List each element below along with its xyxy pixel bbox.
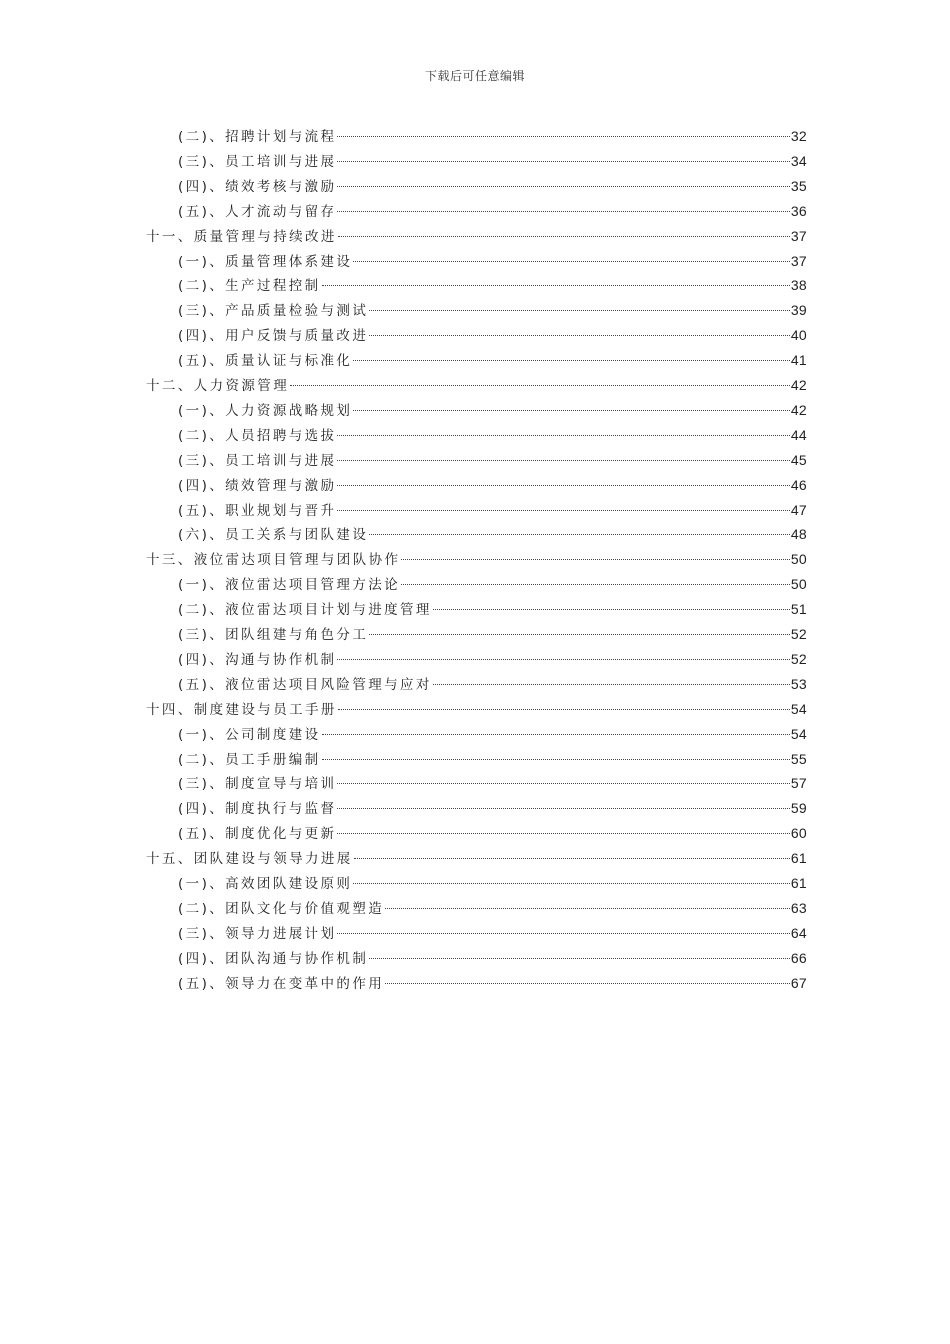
toc-page-number: 37 <box>790 227 807 244</box>
toc-page-number: 36 <box>790 202 807 219</box>
toc-page-number: 34 <box>790 152 807 169</box>
toc-entry-title: (一)、人力资源战略规划 <box>178 402 353 419</box>
toc-dot-leader <box>337 130 789 137</box>
toc-entry-title: (四)、团队沟通与协作机制 <box>178 950 369 967</box>
toc-entry-title: (五)、液位雷达项目风险管理与应对 <box>178 676 432 693</box>
toc-dot-leader <box>369 329 790 336</box>
toc-entry-title: (一)、液位雷达项目管理方法论 <box>178 577 401 594</box>
toc-page-number: 64 <box>790 924 807 941</box>
toc-section-entry[interactable] <box>0 771 950 796</box>
toc-entry-line <box>178 747 807 772</box>
toc-entry-title: 十二、人力资源管理 <box>146 378 290 394</box>
toc-entry-line <box>178 921 807 946</box>
toc-dot-leader <box>401 578 790 585</box>
toc-dot-leader <box>385 902 790 909</box>
toc-entry-line <box>146 846 807 871</box>
toc-dot-leader <box>353 354 789 361</box>
toc-page-number: 50 <box>790 551 807 568</box>
toc-entry-line <box>178 522 807 547</box>
toc-entry-title: (二)、生产过程控制 <box>178 278 321 295</box>
toc-entry-title: (六)、员工关系与团队建设 <box>178 527 369 544</box>
toc-entry-line <box>178 622 807 647</box>
toc-entry-title: (三)、制度宣导与培训 <box>178 776 337 793</box>
toc-entry-title: (四)、沟通与协作机制 <box>178 651 337 668</box>
toc-page-number: 52 <box>790 626 807 642</box>
toc-entry-title: (四)、绩效管理与激励 <box>178 477 337 494</box>
toc-section-entry[interactable] <box>0 647 950 672</box>
toc-entry-line <box>178 199 807 224</box>
toc-entry-title: (五)、制度优化与更新 <box>178 826 337 843</box>
toc-entry-line <box>178 473 807 498</box>
toc-entry-line <box>178 298 807 323</box>
toc-dot-leader <box>353 404 789 411</box>
toc-section-entry[interactable] <box>0 273 950 298</box>
toc-dot-leader <box>337 155 789 162</box>
toc-dot-leader <box>369 528 790 535</box>
toc-entry-title: 十五、团队建设与领导力进展 <box>146 851 353 868</box>
toc-entry-line <box>178 672 807 697</box>
toc-dot-leader <box>337 927 789 934</box>
toc-page-number: 61 <box>790 875 807 891</box>
toc-dot-leader <box>322 279 790 286</box>
toc-entry-title: 十四、制度建设与员工手册 <box>146 701 337 718</box>
toc-page-number: 63 <box>790 899 807 916</box>
toc-section-entry[interactable] <box>0 597 950 622</box>
toc-page-number: 42 <box>790 377 807 393</box>
toc-page-number: 61 <box>790 850 807 867</box>
toc-entry-title: (三)、领导力进展计划 <box>178 925 337 942</box>
toc-entry-line <box>146 697 807 722</box>
toc-entry-title: (二)、液位雷达项目计划与进度管理 <box>178 602 432 619</box>
toc-entry-title: (二)、招聘计划与流程 <box>178 129 337 145</box>
toc-dot-leader <box>322 753 790 760</box>
toc-page-number: 57 <box>790 775 807 792</box>
page-header-note: 下载后可任意编辑 <box>424 69 525 83</box>
toc-entry-line <box>178 498 807 523</box>
toc-page-number: 54 <box>790 700 807 717</box>
toc-entry-line <box>178 572 807 597</box>
toc-entry-line <box>178 348 807 373</box>
toc-entry-line <box>178 124 807 149</box>
toc-entry-line <box>146 373 807 398</box>
toc-entry-title: (三)、团队组建与角色分工 <box>178 627 369 643</box>
toc-section-entry[interactable] <box>0 473 950 498</box>
toc-dot-leader <box>401 553 789 560</box>
toc-entry-line <box>178 249 807 274</box>
toc-entry-line <box>178 423 807 448</box>
toc-dot-leader <box>433 603 790 610</box>
toc-entry-title: (二)、人员招聘与选拔 <box>178 427 337 444</box>
toc-section-entry[interactable] <box>0 896 950 921</box>
toc-dot-leader <box>353 877 789 884</box>
toc-dot-leader <box>290 379 790 386</box>
toc-section-entry[interactable] <box>0 323 950 348</box>
toc-section-entry[interactable] <box>0 871 950 896</box>
toc-section-entry[interactable] <box>0 921 950 946</box>
toc-page-number: 44 <box>790 426 807 443</box>
toc-page-number: 40 <box>790 327 807 344</box>
toc-page-number: 52 <box>790 650 807 667</box>
toc-dot-leader <box>337 504 789 511</box>
toc-chapter-entry[interactable] <box>0 846 950 871</box>
toc-dot-leader <box>337 479 789 486</box>
toc-entry-title: 十三、液位雷达项目管理与团队协作 <box>146 552 401 569</box>
toc-dot-leader <box>337 827 789 834</box>
toc-page-number: 51 <box>790 601 807 618</box>
toc-entry-line <box>178 871 807 896</box>
toc-entry-title: 十一、质量管理与持续改进 <box>146 228 337 245</box>
toc-page-number: 39 <box>790 302 807 319</box>
toc-page-number: 55 <box>790 750 807 767</box>
toc-entry-line <box>178 971 807 996</box>
toc-section-entry[interactable] <box>0 199 950 224</box>
toc-section-entry[interactable] <box>0 572 950 597</box>
toc-entry-line <box>178 796 807 821</box>
toc-entry-line <box>178 448 807 473</box>
toc-page-number: 59 <box>790 800 807 817</box>
toc-entry-title: (二)、团队文化与价值观塑造 <box>178 900 385 917</box>
toc-page-number: 54 <box>790 725 807 742</box>
toc-chapter-entry[interactable] <box>0 697 950 722</box>
toc-entry-line <box>178 597 807 622</box>
toc-section-entry[interactable] <box>0 249 950 274</box>
toc-page-number: 50 <box>790 576 807 593</box>
toc-dot-leader <box>337 429 789 436</box>
toc-entry-line <box>178 273 807 298</box>
toc-dot-leader <box>337 454 789 461</box>
toc-entry-title: (五)、职业规划与晋升 <box>178 502 337 519</box>
toc-section-entry[interactable] <box>0 722 950 747</box>
toc-entry-title: (五)、质量认证与标准化 <box>178 353 353 370</box>
toc-section-entry[interactable] <box>0 672 950 697</box>
toc-entry-line <box>178 647 807 672</box>
toc-entry-line <box>178 771 807 796</box>
toc-page-number: 60 <box>790 825 807 842</box>
toc-page-number: 45 <box>790 451 807 468</box>
toc-entry-title: (一)、质量管理体系建设 <box>178 253 353 270</box>
toc-page-number: 47 <box>790 501 807 518</box>
toc-dot-leader <box>369 628 790 635</box>
toc-entry-line <box>178 174 807 199</box>
toc-dot-leader <box>322 728 790 735</box>
toc-dot-leader <box>385 977 790 984</box>
toc-entry-line <box>178 896 807 921</box>
toc-page-number: 42 <box>790 401 807 418</box>
toc-entry-title: (四)、绩效考核与激励 <box>178 178 337 195</box>
toc-dot-leader <box>369 952 790 959</box>
toc-entry-line <box>146 547 807 572</box>
toc-section-entry[interactable] <box>0 149 950 174</box>
toc-dot-leader <box>338 230 790 237</box>
toc-dot-leader <box>337 777 789 784</box>
toc-page-number: 66 <box>790 949 807 966</box>
toc-dot-leader <box>337 180 789 187</box>
toc-page-number: 37 <box>790 252 807 269</box>
toc-section-entry[interactable] <box>0 747 950 772</box>
toc-entry-title: (一)、高效团队建设原则 <box>178 876 353 892</box>
toc-section-entry[interactable] <box>0 522 950 547</box>
toc-entry-line <box>178 946 807 971</box>
toc-section-entry[interactable] <box>0 124 950 149</box>
toc-section-entry[interactable] <box>0 498 950 523</box>
toc-chapter-entry[interactable] <box>0 224 950 249</box>
toc-section-entry[interactable] <box>0 423 950 448</box>
toc-section-entry[interactable] <box>0 174 950 199</box>
toc-dot-leader <box>337 802 789 809</box>
toc-entry-line <box>178 323 807 348</box>
toc-dot-leader <box>337 653 789 660</box>
toc-page-number: 46 <box>790 476 807 493</box>
toc-entry-line <box>178 149 807 174</box>
toc-section-entry[interactable] <box>0 348 950 373</box>
toc-dot-leader <box>338 703 790 710</box>
toc-entry-title: (四)、用户反馈与质量改进 <box>178 328 369 345</box>
toc-dot-leader <box>353 255 789 262</box>
toc-entry-line <box>146 224 807 249</box>
toc-page-number: 32 <box>790 128 807 144</box>
toc-dot-leader <box>433 678 790 685</box>
toc-entry-title: (三)、产品质量检验与测试 <box>178 303 369 320</box>
toc-dot-leader <box>369 304 790 311</box>
toc-section-entry[interactable] <box>0 398 950 423</box>
toc-entry-title: (五)、领导力在变革中的作用 <box>178 975 385 992</box>
toc-page-number: 48 <box>790 526 807 543</box>
toc-section-entry[interactable] <box>0 298 950 323</box>
toc-section-entry[interactable] <box>0 448 950 473</box>
toc-page-number: 41 <box>790 352 807 369</box>
toc-section-entry[interactable] <box>0 971 950 996</box>
toc-page-number: 53 <box>790 675 807 692</box>
toc-entry-line <box>178 821 807 846</box>
toc-entry-title: (三)、员工培训与进展 <box>178 452 337 469</box>
toc-section-entry[interactable] <box>0 796 950 821</box>
toc-entry-title: (四)、制度执行与监督 <box>178 801 337 818</box>
toc-page-number: 35 <box>790 177 807 194</box>
toc-chapter-entry[interactable] <box>0 373 950 398</box>
toc-entry-title: (五)、人才流动与留存 <box>178 203 337 220</box>
toc-entry-line <box>178 398 807 423</box>
toc-section-entry[interactable] <box>0 946 950 971</box>
toc-page-number: 38 <box>790 277 807 294</box>
toc-section-entry[interactable] <box>0 821 950 846</box>
toc-dot-leader <box>337 205 789 212</box>
toc-entry-line <box>178 722 807 747</box>
toc-section-entry[interactable] <box>0 622 950 647</box>
toc-entry-title: (二)、员工手册编制 <box>178 751 321 768</box>
toc-chapter-entry[interactable] <box>0 547 950 572</box>
toc-entry-title: (三)、员工培训与进展 <box>178 153 337 170</box>
toc-entry-title: (一)、公司制度建设 <box>178 726 321 743</box>
toc-dot-leader <box>354 852 790 859</box>
toc-page-number: 67 <box>790 974 807 991</box>
